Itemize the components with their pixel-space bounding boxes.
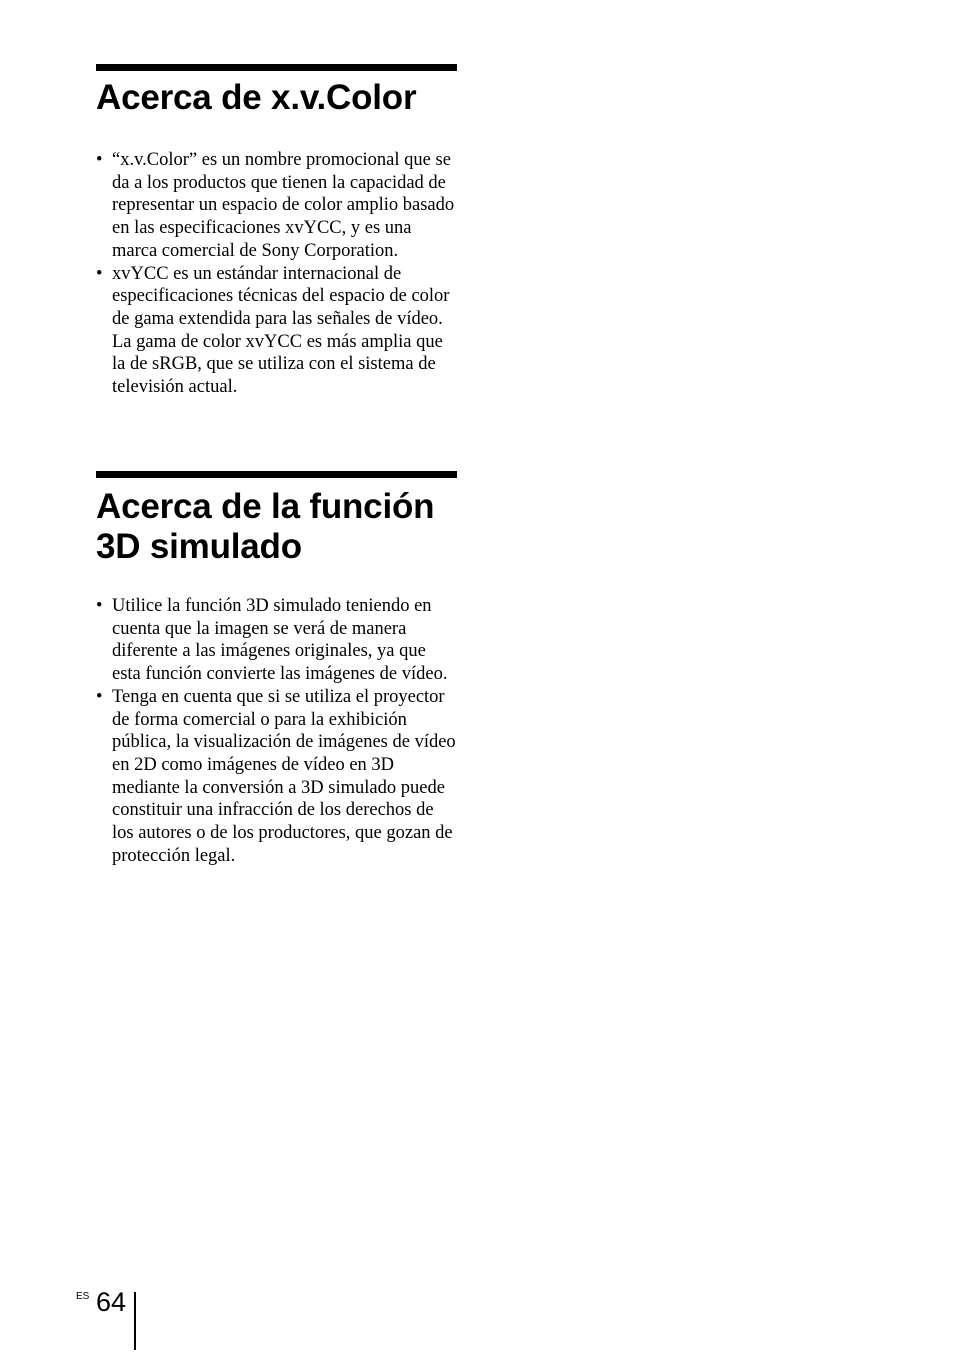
language-code: ES [76, 1291, 90, 1302]
bullet-list [96, 595, 458, 867]
section-xvcolor [96, 64, 457, 118]
section-heading [96, 78, 457, 118]
footer-divider [134, 1292, 136, 1350]
bullet-icon: • [96, 686, 103, 707]
list-item [96, 686, 458, 868]
page-number: 64 [96, 1287, 127, 1317]
bullet-list [96, 149, 458, 399]
section-rule [96, 471, 457, 478]
bullet-icon: • [96, 150, 103, 170]
list-item [96, 149, 458, 263]
bullet-icon: • [96, 263, 103, 284]
list-item-text: Utilice la función 3D simulado teniendo en cuenta que la imagen se verá de manera diferente a las imágenes originales, ya que esta función convierte las imágenes de vídeo. [112, 596, 448, 685]
list-item-text: xvYCC es un estándar internacional de especificaciones técnicas del espacio de color de gama extendida para las señales de vídeo. La gama de color xvYCC es más amplia que la de sRGB, que se utiliza con el sistema de televisión actual. [112, 263, 450, 398]
list-item [96, 595, 458, 686]
section-rule [96, 64, 457, 71]
heading-line: 3D simulado [96, 527, 302, 566]
heading-line: Acerca de x.v.Color [96, 78, 417, 117]
list-item [96, 263, 458, 399]
bullet-icon: • [96, 596, 103, 616]
list-item-text: Tenga en cuenta que si se utiliza el proyector de forma comercial o para la exhibición pública, la visualización de imágenes de vídeo en 2D como imágenes de vídeo en 3D mediante la conversión a 3D simulado puede constituir una infracción de los derechos de los autores o de los productores, que gozan de protección legal. [112, 686, 456, 866]
list-item-text: “x.v.Color” es un nombre promocional que se da a los productos que tienen la capacidad de representar un espacio de color amplio basado en las especificaciones xvYCC, y es una marca comercial de Sony Corporation. [112, 150, 455, 261]
heading-line: Acerca de la función [96, 487, 435, 526]
section-heading [96, 487, 457, 567]
section-3d-simulado [96, 471, 457, 567]
